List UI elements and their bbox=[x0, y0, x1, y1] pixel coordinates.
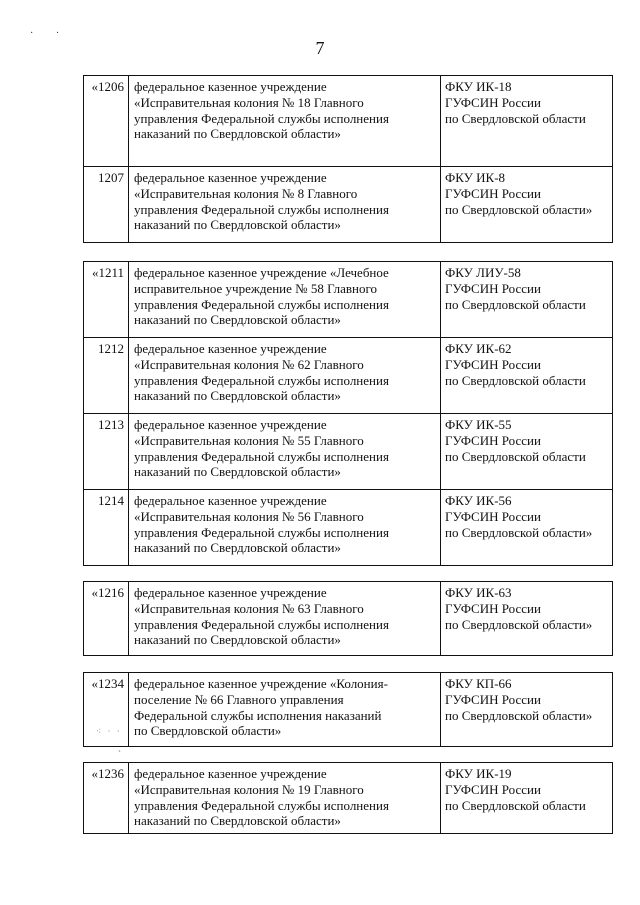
table-row bbox=[84, 582, 613, 656]
table-row bbox=[84, 414, 613, 490]
table-row bbox=[84, 673, 613, 747]
table-row bbox=[84, 763, 613, 834]
entry-full-name: федеральное казенное учреждение «Исправительная колония № 19 Главного управления Федеральной службы исполнения наказаний по Свердловской области» bbox=[129, 763, 441, 834]
entry-full-name: федеральное казенное учреждение «Исправительная колония № 63 Главного управления Федеральной службы исполнения наказаний по Свердловской области» bbox=[129, 582, 441, 656]
entries-table-5 bbox=[83, 762, 613, 834]
scan-smudge: ⁖ · · bbox=[96, 726, 122, 736]
table-row bbox=[84, 167, 613, 243]
entry-number: «1236 bbox=[84, 763, 129, 834]
entry-short-name: ФКУ ИК-62 ГУФСИН России по Свердловской области bbox=[441, 338, 613, 414]
header-marks: · · bbox=[30, 28, 70, 39]
entry-full-name: федеральное казенное учреждение «Лечебное исправительное учреждение № 58 Главного управления Федеральной службы исполнения наказаний по Свердловской области» bbox=[129, 262, 441, 338]
entry-short-name: ФКУ ИК-18 ГУФСИН России по Свердловской области bbox=[441, 76, 613, 167]
entries-table-4 bbox=[83, 672, 613, 747]
entry-full-name: федеральное казенное учреждение «Исправительная колония № 56 Главного управления Федеральной службы исполнения наказаний по Свердловской области» bbox=[129, 490, 441, 566]
table-row bbox=[84, 262, 613, 338]
entry-number: 1207 bbox=[84, 167, 129, 243]
entry-full-name: федеральное казенное учреждение «Исправительная колония № 55 Главного управления Федеральной службы исполнения наказаний по Свердловской области» bbox=[129, 414, 441, 490]
entry-short-name: ФКУ КП-66 ГУФСИН России по Свердловской области» bbox=[441, 673, 613, 747]
entry-number: 1214 bbox=[84, 490, 129, 566]
entry-number: «1234 bbox=[84, 673, 129, 747]
entry-short-name: ФКУ ИК-63 ГУФСИН России по Свердловской области» bbox=[441, 582, 613, 656]
entry-short-name: ФКУ ИК-19 ГУФСИН России по Свердловской области bbox=[441, 763, 613, 834]
entries-table-1 bbox=[83, 75, 613, 243]
entry-full-name: федеральное казенное учреждение «Исправительная колония № 62 Главного управления Федеральной службы исполнения наказаний по Свердловской области» bbox=[129, 338, 441, 414]
page-number: 7 bbox=[315, 38, 325, 58]
entry-number: «1211 bbox=[84, 262, 129, 338]
entry-full-name: федеральное казенное учреждение «Исправительная колония № 18 Главного управления Федеральной службы исполнения наказаний по Свердловской области» bbox=[129, 76, 441, 167]
entries-table-2 bbox=[83, 261, 613, 566]
entry-number: «1206 bbox=[84, 76, 129, 167]
entry-number: 1212 bbox=[84, 338, 129, 414]
entry-number: 1213 bbox=[84, 414, 129, 490]
scan-mark: ˎ bbox=[118, 742, 121, 752]
table-row bbox=[84, 338, 613, 414]
table-row bbox=[84, 490, 613, 566]
entry-full-name: федеральное казенное учреждение «Колония- поселение № 66 Главного управления Федеральной службы исполнения наказаний по Свердловской области» bbox=[129, 673, 441, 747]
entry-number: «1216 bbox=[84, 582, 129, 656]
table-row bbox=[84, 76, 613, 167]
entry-short-name: ФКУ ЛИУ-58 ГУФСИН России по Свердловской области bbox=[441, 262, 613, 338]
entry-short-name: ФКУ ИК-56 ГУФСИН России по Свердловской области» bbox=[441, 490, 613, 566]
entry-short-name: ФКУ ИК-8 ГУФСИН России по Свердловской области» bbox=[441, 167, 613, 243]
entry-short-name: ФКУ ИК-55 ГУФСИН России по Свердловской области bbox=[441, 414, 613, 490]
entries-table-3 bbox=[83, 581, 613, 656]
entry-full-name: федеральное казенное учреждение «Исправительная колония № 8 Главного управления Федеральной службы исполнения наказаний по Свердловской области» bbox=[129, 167, 441, 243]
